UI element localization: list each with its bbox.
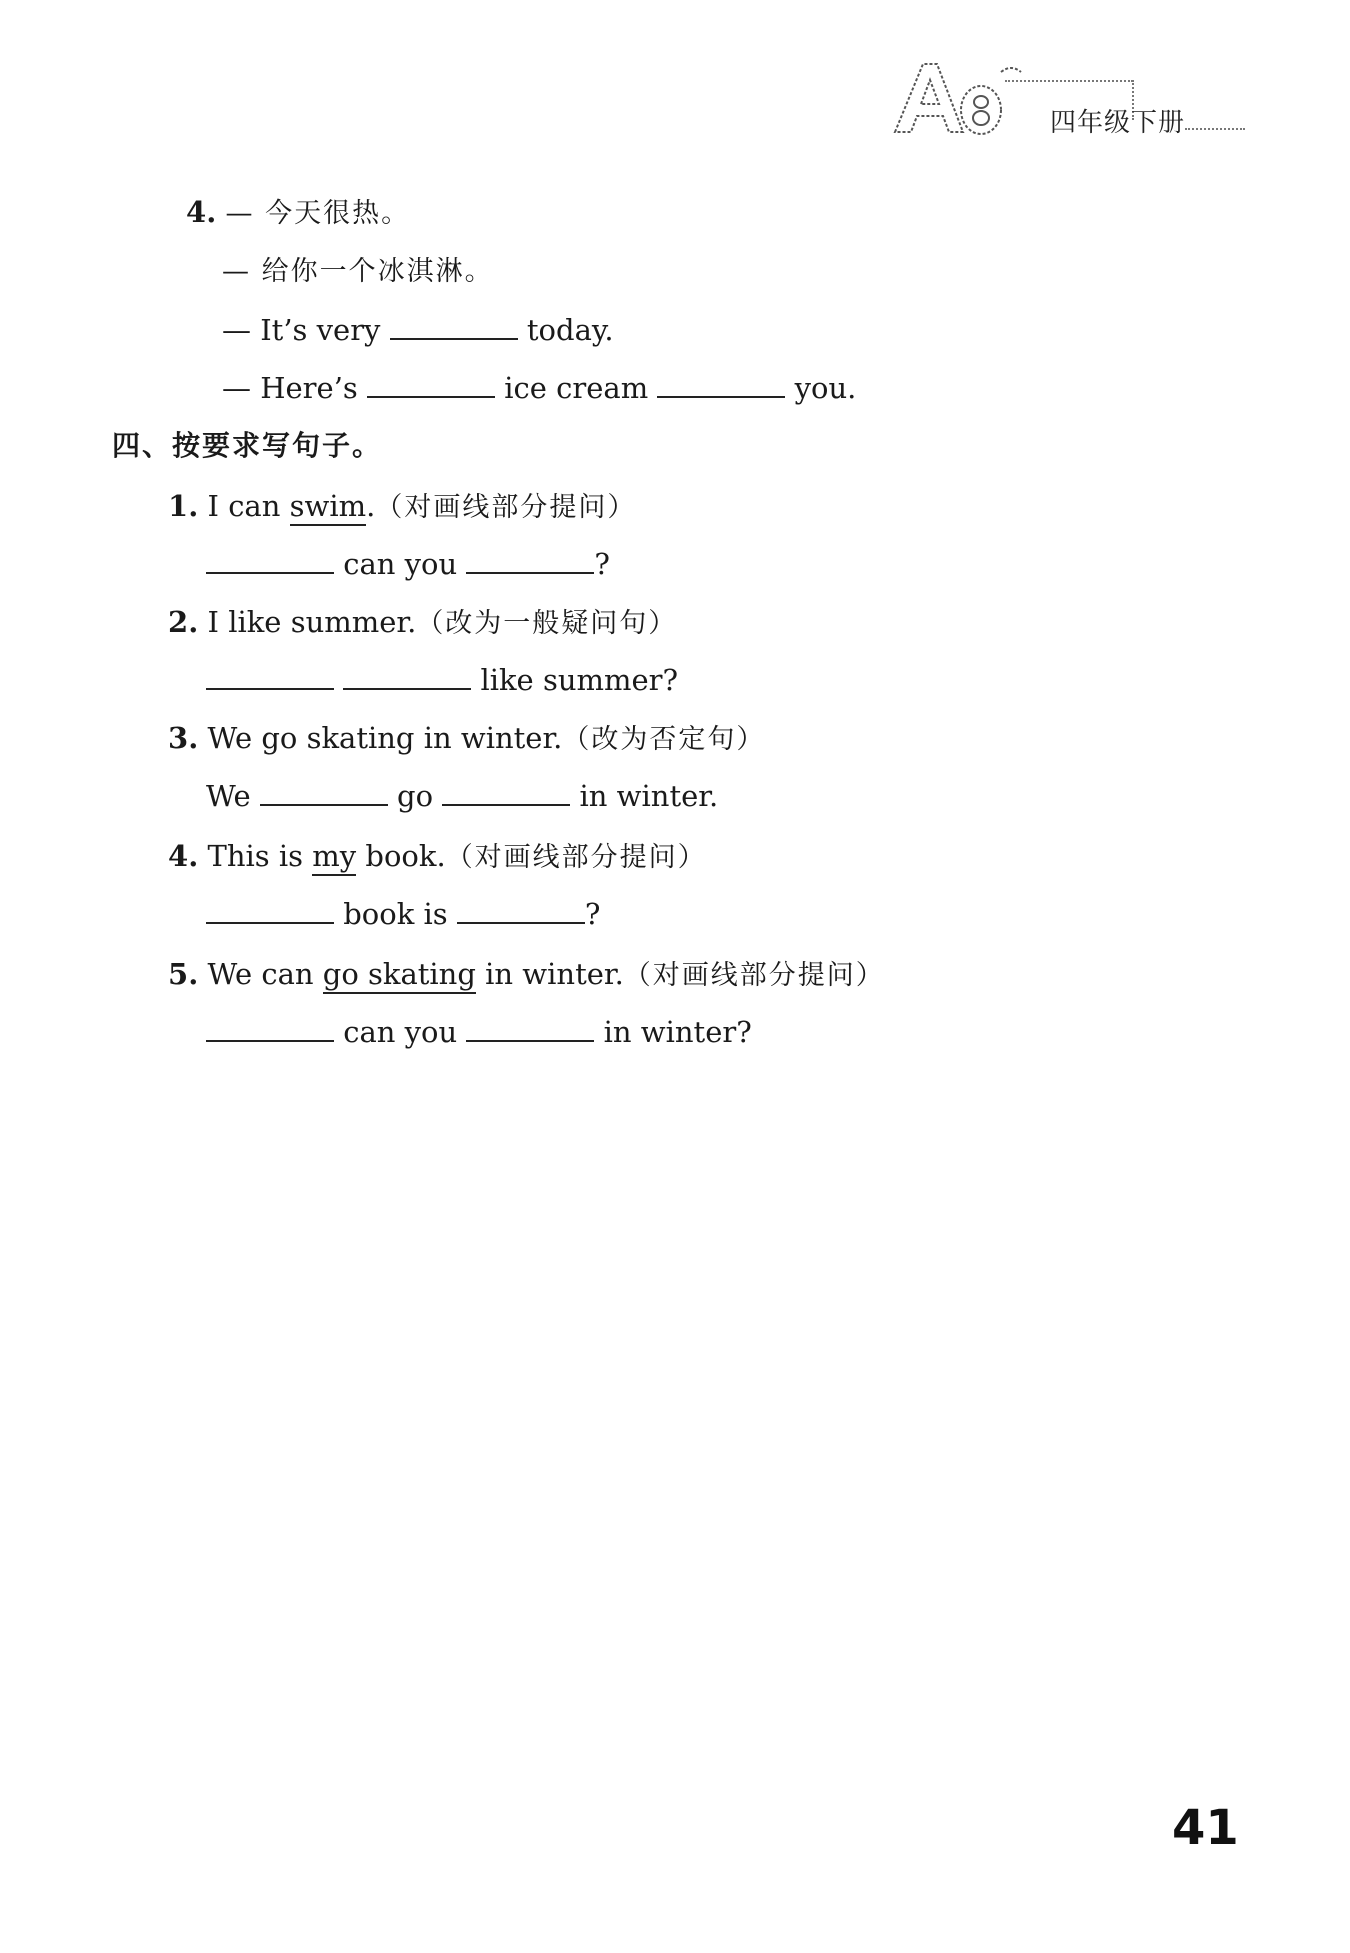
item-4-suffix: book. <box>356 839 446 873</box>
answer-blank[interactable] <box>260 776 388 806</box>
item-5-sentence: 5. We can go skating in winter.（对画线部分提问） <box>168 954 885 996</box>
item-4-sentence: 4. This is my book.（对画线部分提问） <box>168 836 707 878</box>
answer-blank[interactable] <box>367 368 495 398</box>
item-1-suffix: . <box>366 489 376 523</box>
header-dotted-rule-short <box>1185 128 1245 130</box>
answer-blank[interactable] <box>390 310 518 340</box>
header-dotted-rule <box>1005 80 1133 82</box>
q4-cn-text1: — 今天很热。 <box>225 198 411 229</box>
item-3-answer-c: in winter. <box>579 779 719 813</box>
item-4-instruction: （对画线部分提问） <box>445 842 707 873</box>
q4-en1-text-b: today. <box>526 313 614 347</box>
item-3-answer <box>206 776 718 816</box>
item-5-answer <box>206 1012 752 1052</box>
answer-blank[interactable] <box>657 368 785 398</box>
q4-number: 4 <box>186 195 207 229</box>
item-4-answer-a: book is <box>343 897 448 931</box>
item-1-answer-a: can you <box>343 547 458 581</box>
item-2-answer-a: like summer? <box>480 663 679 697</box>
q4-cn-text2: — 给你一个冰淇淋。 <box>222 256 494 287</box>
answer-blank[interactable] <box>206 894 334 924</box>
q4-en2-text-b: ice cream <box>504 371 649 405</box>
item-5-suffix: in winter. <box>475 957 624 991</box>
q4-cn-line1: 4. — 今天很热。 <box>186 195 411 229</box>
q4-en-line2 <box>222 368 856 408</box>
item-3-number: 3 <box>168 721 189 755</box>
item-4-prefix: This is <box>207 839 313 873</box>
item-4-underlined: my <box>312 839 356 876</box>
item-4-answer-b: ? <box>584 897 601 931</box>
item-4-answer <box>206 894 600 934</box>
q4-en2-text-c: you. <box>794 371 857 405</box>
item-2-sentence: 2. I like summer.（改为一般疑问句） <box>168 605 678 639</box>
item-1-underlined: swim <box>290 489 366 526</box>
item-3-instruction: （改为否定句） <box>562 724 766 755</box>
answer-blank[interactable] <box>343 660 471 690</box>
answer-blank[interactable] <box>466 544 594 574</box>
item-5-prefix: We can <box>207 957 323 991</box>
item-1-answer-b: ? <box>594 547 610 581</box>
item-1-answer <box>206 544 610 584</box>
q4-en1-text-a: — It’s very <box>222 313 381 347</box>
item-5-answer-a: can you <box>343 1015 458 1049</box>
answer-blank[interactable] <box>457 894 585 924</box>
q4-cn-line2 <box>222 250 494 292</box>
item-1-number: 1 <box>168 489 189 523</box>
grade-label: 四年级下册 <box>1050 108 1186 138</box>
item-4-number: 4 <box>168 839 189 873</box>
item-5-instruction: （对画线部分提问） <box>623 960 885 991</box>
item-3-answer-a: We <box>206 779 251 813</box>
item-3-text: We go skating in winter. <box>207 721 563 755</box>
item-3-sentence: 3. We go skating in winter.（改为否定句） <box>168 721 766 755</box>
answer-blank[interactable] <box>206 544 334 574</box>
ab-logo-icon <box>885 52 1025 142</box>
section-heading: 四、按要求写句子。 <box>112 429 383 462</box>
item-5-number: 5 <box>168 957 189 991</box>
page-header <box>885 52 1255 142</box>
item-2-text: I like summer. <box>207 605 417 639</box>
q4-en2-text-a: — Here’s <box>222 371 358 405</box>
item-2-answer <box>206 660 678 700</box>
answer-blank[interactable] <box>206 1012 334 1042</box>
page-number: 41 <box>1172 1800 1239 1856</box>
item-1-sentence: 1. I can swim.（对画线部分提问） <box>168 486 636 528</box>
answer-blank[interactable] <box>206 660 334 690</box>
q4-en-line1 <box>222 310 614 350</box>
item-3-answer-b: go <box>397 779 434 813</box>
answer-blank[interactable] <box>442 776 570 806</box>
item-5-answer-b: in winter? <box>603 1015 752 1049</box>
item-2-instruction: （改为一般疑问句） <box>416 608 678 639</box>
item-1-instruction: （对画线部分提问） <box>375 492 637 523</box>
item-2-number: 2 <box>168 605 189 639</box>
item-5-underlined: go skating <box>323 957 476 994</box>
item-1-prefix: I can <box>207 489 290 523</box>
answer-blank[interactable] <box>466 1012 594 1042</box>
